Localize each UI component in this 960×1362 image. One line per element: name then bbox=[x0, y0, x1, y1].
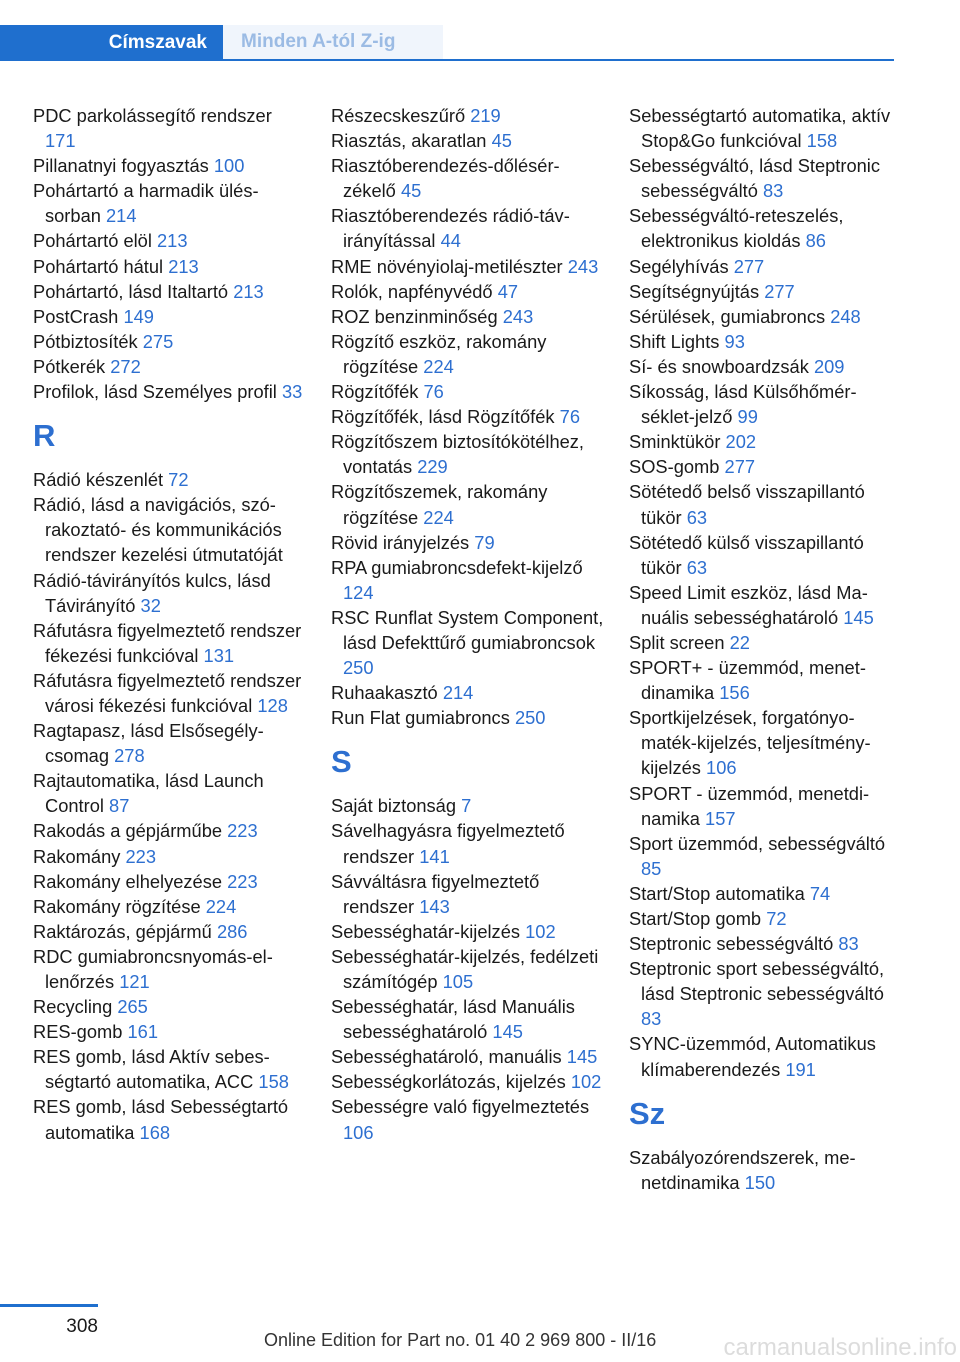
page-link[interactable]: 45 bbox=[491, 130, 512, 152]
page-link[interactable]: 7 bbox=[461, 795, 472, 817]
index-entry bbox=[629, 655, 903, 705]
entry-term: Sebességhatár-kijelzés, fedélzeti számítógép bbox=[331, 945, 599, 992]
page-link[interactable]: 74 bbox=[809, 882, 831, 904]
index-entry bbox=[331, 1044, 605, 1069]
page-link[interactable]: 76 bbox=[559, 406, 580, 428]
entry-term: Riasztóberendezés-dőlésérzékelő bbox=[331, 155, 560, 202]
entry-term: Pohártartó hátul bbox=[33, 255, 164, 277]
entry-term: Split screen bbox=[629, 631, 725, 653]
entry-term: Raktározás, gépjármű bbox=[33, 920, 212, 942]
index-entry bbox=[331, 329, 605, 379]
entry-term: Sávelhagyásra figyelmeztető rendszer bbox=[331, 820, 565, 867]
page-link[interactable]: 219 bbox=[470, 105, 501, 126]
entry-term: Sötétedő belső visszapillantó tükör bbox=[629, 481, 865, 528]
index-entry bbox=[331, 279, 605, 304]
entry-term: Sportkijelzések, forgatónyomaték-kijelzés, teljesítménykijelzés bbox=[629, 707, 871, 779]
page-link[interactable]: 47 bbox=[497, 280, 519, 302]
page-link[interactable]: 149 bbox=[123, 305, 154, 327]
index-entry bbox=[629, 1145, 903, 1195]
page-link[interactable]: 214 bbox=[442, 682, 474, 704]
index-entry bbox=[33, 618, 307, 668]
page-link[interactable]: 45 bbox=[400, 180, 422, 202]
entry-term: Rakomány elhelyezése bbox=[33, 870, 223, 892]
entry-term: Rögzítőszemek, rakomány rögzítése bbox=[331, 481, 548, 528]
entry-term: Recycling bbox=[33, 996, 113, 1018]
index-entry bbox=[33, 944, 307, 994]
page-link[interactable]: 72 bbox=[766, 908, 787, 929]
entry-term: Sebességváltó-reteszelés, elektronikus kioldás bbox=[629, 205, 844, 252]
index-entry bbox=[33, 568, 307, 618]
index-entry bbox=[331, 379, 605, 404]
page-link[interactable]: 44 bbox=[440, 230, 461, 252]
page-link[interactable]: 161 bbox=[127, 1021, 159, 1043]
index-entry bbox=[331, 479, 605, 529]
index-entry bbox=[33, 178, 307, 228]
index-entry bbox=[331, 128, 605, 153]
index-entry bbox=[33, 869, 307, 894]
index-entry bbox=[629, 454, 903, 479]
entry-term: Run Flat gumiabroncs bbox=[331, 707, 510, 729]
index-entry bbox=[629, 279, 903, 304]
page-number: 308 bbox=[66, 1316, 98, 1337]
index-entry bbox=[629, 906, 903, 931]
entry-term: RDC gumiabroncsnyomás-ellenőrzés bbox=[33, 945, 273, 992]
page-link[interactable]: 32 bbox=[140, 594, 161, 616]
index-entry bbox=[33, 254, 307, 279]
page-link[interactable]: 158 bbox=[806, 130, 838, 152]
index-entry bbox=[33, 354, 307, 379]
index-entry bbox=[629, 881, 903, 906]
index-entry bbox=[33, 894, 307, 919]
page-link[interactable]: 171 bbox=[45, 130, 76, 152]
page-link[interactable]: 141 bbox=[419, 845, 450, 867]
page-link[interactable]: 250 bbox=[343, 657, 374, 679]
index-entry bbox=[629, 781, 903, 831]
page-link[interactable]: 76 bbox=[423, 381, 444, 403]
index-entry bbox=[331, 705, 605, 730]
index-entry bbox=[331, 203, 605, 253]
entry-term: Sötétedő külső visszapillantó tükör bbox=[629, 531, 864, 578]
index-entry bbox=[33, 818, 307, 843]
page-link[interactable]: 93 bbox=[724, 330, 745, 352]
entry-term: Pohártartó, lásd Italtartó bbox=[33, 280, 229, 302]
entry-term: Rögzítőszem biztosítókötélhez, vontatás bbox=[331, 431, 585, 478]
entry-term: Sebességhatároló, manuális bbox=[331, 1046, 562, 1068]
entry-term: Ráfutásra figyelmeztető rendszer városi fékezési funkcióval bbox=[33, 669, 302, 716]
entry-term: SPORT - üzemmód, menetdinamika bbox=[629, 782, 870, 829]
entry-term: Segítségnyújtás bbox=[629, 280, 760, 302]
index-entry bbox=[629, 429, 903, 454]
index-entry bbox=[331, 944, 605, 994]
entry-term: Sérülések, gumiabroncs bbox=[629, 305, 826, 327]
index-entry bbox=[33, 379, 307, 404]
page-link[interactable]: 223 bbox=[227, 870, 258, 892]
entry-term: RES gomb, lásd Aktív sebességtartó automatika, ACC bbox=[33, 1046, 270, 1093]
entry-term: Sí- és snowboardzsák bbox=[629, 355, 809, 377]
entry-term: RME növényiolaj-metilészter bbox=[331, 255, 563, 277]
page-link[interactable]: 33 bbox=[281, 381, 303, 403]
index-entry bbox=[629, 956, 903, 1031]
entry-term: Start/Stop gomb bbox=[629, 908, 762, 929]
page-link[interactable]: 243 bbox=[567, 255, 599, 277]
entry-term: Sebességváltó, lásd Steptronic sebességváltó bbox=[629, 155, 881, 202]
index-entry bbox=[33, 718, 307, 768]
index-entry bbox=[33, 919, 307, 944]
page-link[interactable]: 229 bbox=[417, 456, 448, 478]
index-entry bbox=[33, 467, 307, 492]
index-entry bbox=[629, 705, 903, 780]
index-entry bbox=[33, 153, 307, 178]
entry-term: Pohártartó elöl bbox=[33, 230, 152, 252]
index-entry bbox=[331, 1069, 605, 1094]
watermark-text: carmanualsonline.info bbox=[723, 1334, 957, 1361]
page-link[interactable]: 131 bbox=[203, 644, 235, 666]
page-link[interactable]: 277 bbox=[764, 280, 795, 302]
page-link[interactable]: 72 bbox=[168, 469, 189, 491]
entry-term: Pohártartó a harmadik üléssorban bbox=[33, 180, 259, 227]
page-link[interactable]: 105 bbox=[442, 971, 474, 992]
entry-term: Sebességhatár, lásd Manuális sebességhatároló bbox=[331, 996, 575, 1043]
index-entry bbox=[331, 153, 605, 203]
entry-term: Rádió készenlét bbox=[33, 469, 164, 491]
index-entry bbox=[33, 228, 307, 253]
index-entry bbox=[331, 869, 605, 919]
entry-term: RSC Runflat System Component, lásd Defekttűrő gumiabroncsok bbox=[331, 606, 604, 653]
entry-term: Sport üzemmód, sebességváltó bbox=[629, 832, 886, 854]
page-link[interactable]: 87 bbox=[109, 795, 130, 817]
page-link[interactable]: 102 bbox=[570, 1071, 602, 1093]
page-link[interactable]: 191 bbox=[785, 1058, 816, 1080]
entry-term: RPA gumiabroncsdefekt-kijelző bbox=[331, 556, 583, 578]
index-entry bbox=[629, 931, 903, 956]
page-link[interactable]: 213 bbox=[157, 230, 188, 252]
index-entry bbox=[331, 555, 605, 605]
edition-note: Online Edition for Part no. 01 40 2 969 800 - II/16 bbox=[264, 1330, 657, 1350]
page-link[interactable]: 272 bbox=[110, 355, 141, 377]
entry-term: Ragtapasz, lásd Elsősegélycsomag bbox=[33, 720, 264, 767]
entry-term: Steptronic sebességváltó bbox=[629, 933, 834, 955]
index-column-2 bbox=[331, 103, 605, 1145]
index-entry bbox=[629, 354, 903, 379]
page-link[interactable]: 224 bbox=[423, 355, 454, 377]
index-column-1 bbox=[33, 103, 307, 1145]
index-entry bbox=[629, 630, 903, 655]
page-link[interactable]: 213 bbox=[233, 280, 264, 302]
entry-term: PDC parkolássegítő rendszer bbox=[33, 105, 272, 126]
entry-term: SPORT+ - üzemmód, menetdinamika bbox=[629, 657, 866, 704]
page-link[interactable]: 286 bbox=[216, 920, 248, 942]
footer-rule bbox=[0, 1304, 98, 1307]
tab-cimszavak[interactable]: Címszavak bbox=[0, 25, 223, 61]
index-entry bbox=[629, 831, 903, 881]
page-link[interactable]: 224 bbox=[205, 895, 237, 917]
entry-term: Rádió, lásd a navigációs, szórakoztató- és kommunikációs rendszer kezelési útmutatóját bbox=[33, 494, 283, 566]
page-link[interactable]: 99 bbox=[737, 406, 758, 428]
entry-term: Ruhaakasztó bbox=[331, 682, 438, 704]
index-column-3 bbox=[629, 103, 903, 1195]
entry-term: Steptronic sport sebességváltó, lásd Steptronic sebességváltó bbox=[629, 958, 885, 1005]
page-link[interactable]: 202 bbox=[725, 431, 757, 453]
page-link[interactable]: 223 bbox=[227, 820, 258, 842]
entry-term: Riasztóberendezés rádió-távirányítással bbox=[331, 205, 570, 252]
index-entry bbox=[331, 680, 605, 705]
page-link[interactable]: 158 bbox=[258, 1071, 289, 1093]
index-entry bbox=[331, 919, 605, 944]
index-entry bbox=[629, 153, 903, 203]
index-entry bbox=[331, 793, 605, 818]
entry-term: Segélyhívás bbox=[629, 255, 729, 277]
entry-term: RES gomb, lásd Sebességtartó automatika bbox=[33, 1096, 289, 1143]
entry-term: RES-gomb bbox=[33, 1021, 123, 1043]
entry-term: Pótbiztosíték bbox=[33, 330, 138, 352]
index-entry bbox=[331, 1094, 605, 1144]
entry-term: Sebességre való figyelmeztetés bbox=[331, 1096, 590, 1118]
entry-term: Ráfutásra figyelmeztető rendszer fékezési funkcióval bbox=[33, 619, 302, 666]
section-letter: R bbox=[33, 418, 56, 454]
entry-term: Sminktükör bbox=[629, 431, 721, 453]
entry-term: Rövid irányjelzés bbox=[331, 531, 470, 553]
entry-term: Rádió-távirányítós kulcs, lásd Távirányító bbox=[33, 569, 271, 616]
entry-term: SOS-gomb bbox=[629, 456, 720, 478]
page-link[interactable]: 250 bbox=[514, 707, 546, 729]
page-link[interactable]: 79 bbox=[474, 531, 495, 553]
page-link[interactable]: 143 bbox=[419, 895, 450, 917]
tab-underline bbox=[0, 59, 894, 61]
entry-term: Szabályozórendszerek, menetdinamika bbox=[629, 1146, 856, 1193]
page-link[interactable]: 86 bbox=[805, 230, 826, 252]
entry-term: Részecskeszűrő bbox=[331, 105, 466, 126]
entry-term: Riasztás, akaratlan bbox=[331, 130, 487, 152]
entry-term: Shift Lights bbox=[629, 330, 720, 352]
page-link[interactable]: 168 bbox=[139, 1121, 171, 1143]
index-entry bbox=[331, 304, 605, 329]
page-link[interactable]: 214 bbox=[106, 205, 137, 227]
index-entry bbox=[629, 304, 903, 329]
page-link[interactable]: 223 bbox=[125, 845, 156, 867]
page-link[interactable]: 157 bbox=[705, 807, 736, 829]
page-link[interactable]: 83 bbox=[641, 1008, 662, 1030]
page-link[interactable]: 145 bbox=[843, 606, 874, 628]
index-entry bbox=[33, 329, 307, 354]
index-entry bbox=[33, 1044, 307, 1094]
page-link[interactable]: 128 bbox=[257, 694, 288, 716]
index-entry bbox=[33, 844, 307, 869]
entry-term: Pillanatnyi fogyasztás bbox=[33, 155, 209, 177]
page-link[interactable]: 209 bbox=[813, 355, 845, 377]
index-entry bbox=[331, 103, 605, 128]
index-entry bbox=[629, 1031, 903, 1081]
index-entry bbox=[629, 329, 903, 354]
section-letter: Sz bbox=[629, 1095, 666, 1131]
entry-term: Rakodás a gépjárműbe bbox=[33, 820, 223, 842]
tab-minden-a-z[interactable]: Minden A-tól Z-ig bbox=[223, 25, 443, 59]
tab-bar bbox=[0, 25, 894, 61]
index-entry bbox=[331, 254, 605, 279]
section-letter: S bbox=[331, 744, 352, 780]
page-link[interactable]: 121 bbox=[119, 971, 150, 992]
entry-term: Rakomány rögzítése bbox=[33, 895, 201, 917]
page-link[interactable]: 224 bbox=[423, 506, 454, 528]
page-link[interactable]: 102 bbox=[525, 920, 556, 942]
page-link[interactable]: 277 bbox=[724, 456, 756, 478]
entry-term: Síkosság, lásd Külsőhőmérséklet-jelző bbox=[629, 381, 857, 428]
page-link[interactable]: 243 bbox=[502, 305, 534, 327]
page-link[interactable]: 85 bbox=[641, 857, 662, 879]
entry-term: Profilok, lásd Személyes profil bbox=[33, 381, 277, 403]
index-entry bbox=[629, 103, 903, 153]
index-entry bbox=[33, 103, 307, 153]
page-link[interactable]: 63 bbox=[686, 556, 708, 578]
entry-term: Rakomány bbox=[33, 845, 121, 867]
index-entry bbox=[33, 668, 307, 718]
page-link[interactable]: 22 bbox=[729, 631, 750, 653]
index-entry bbox=[629, 254, 903, 279]
entry-term: PostCrash bbox=[33, 305, 119, 327]
index-entry bbox=[629, 530, 903, 580]
entry-term: Sebességkorlátozás, kijelzés bbox=[331, 1071, 566, 1093]
page-link[interactable]: 100 bbox=[213, 155, 245, 177]
page-link[interactable]: 63 bbox=[686, 506, 708, 528]
entry-term: Rögzítőfék bbox=[331, 381, 419, 403]
page-link[interactable]: 277 bbox=[733, 255, 765, 277]
page-link[interactable]: 145 bbox=[566, 1046, 598, 1068]
index-entry bbox=[331, 994, 605, 1044]
entry-term: ROZ benzinminőség bbox=[331, 305, 498, 327]
entry-term: Pótkerék bbox=[33, 355, 106, 377]
page-link[interactable]: 265 bbox=[117, 996, 148, 1018]
entry-term: Rögzítőfék, lásd Rögzítőfék bbox=[331, 406, 555, 428]
entry-term: Rögzítő eszköz, rakomány rögzítése bbox=[331, 330, 547, 377]
index-entry bbox=[331, 818, 605, 868]
index-entry bbox=[629, 580, 903, 630]
entry-term: Rolók, napfényvédő bbox=[331, 280, 493, 302]
page-link[interactable]: 156 bbox=[719, 682, 750, 704]
page-link[interactable]: 83 bbox=[762, 180, 784, 202]
index-entry bbox=[33, 304, 307, 329]
index-entry bbox=[629, 479, 903, 529]
index-entry bbox=[33, 1094, 307, 1144]
index-entry bbox=[331, 429, 605, 479]
entry-term: Rajtautomatika, lásd Launch Control bbox=[33, 770, 264, 817]
index-entry bbox=[331, 605, 605, 680]
entry-term: Sebességtartó automatika, aktív Stop&Go funkcióval bbox=[629, 105, 891, 152]
page-link[interactable]: 145 bbox=[492, 1021, 523, 1043]
page-link[interactable]: 124 bbox=[343, 581, 374, 603]
index-entry bbox=[33, 492, 307, 567]
entry-term: Start/Stop automatika bbox=[629, 882, 805, 904]
page-link[interactable]: 275 bbox=[142, 330, 174, 352]
index-entry bbox=[33, 1019, 307, 1044]
page-link[interactable]: 213 bbox=[168, 255, 199, 277]
entry-term: Speed Limit eszköz, lásd Manuális sebességhatároló bbox=[629, 581, 868, 628]
entry-term: Saját biztonság bbox=[331, 795, 457, 817]
entry-term: SYNC-üzemmód, Automatikus klímaberendezés bbox=[629, 1033, 876, 1080]
page-link[interactable]: 106 bbox=[706, 757, 737, 779]
page-link[interactable]: 106 bbox=[343, 1121, 374, 1143]
index-entry bbox=[629, 203, 903, 253]
index-entry bbox=[331, 404, 605, 429]
entry-term: Sávváltásra figyelmeztető rendszer bbox=[331, 870, 540, 917]
page-link[interactable]: 150 bbox=[744, 1171, 776, 1193]
page-link[interactable]: 83 bbox=[838, 933, 859, 955]
page-link[interactable]: 248 bbox=[830, 305, 861, 327]
index-entry bbox=[33, 279, 307, 304]
index-entry bbox=[629, 379, 903, 429]
index-entry bbox=[331, 530, 605, 555]
entry-term: Sebességhatár-kijelzés bbox=[331, 920, 521, 942]
index-entry bbox=[33, 994, 307, 1019]
page-link[interactable]: 278 bbox=[114, 745, 145, 767]
index-entry bbox=[33, 768, 307, 818]
